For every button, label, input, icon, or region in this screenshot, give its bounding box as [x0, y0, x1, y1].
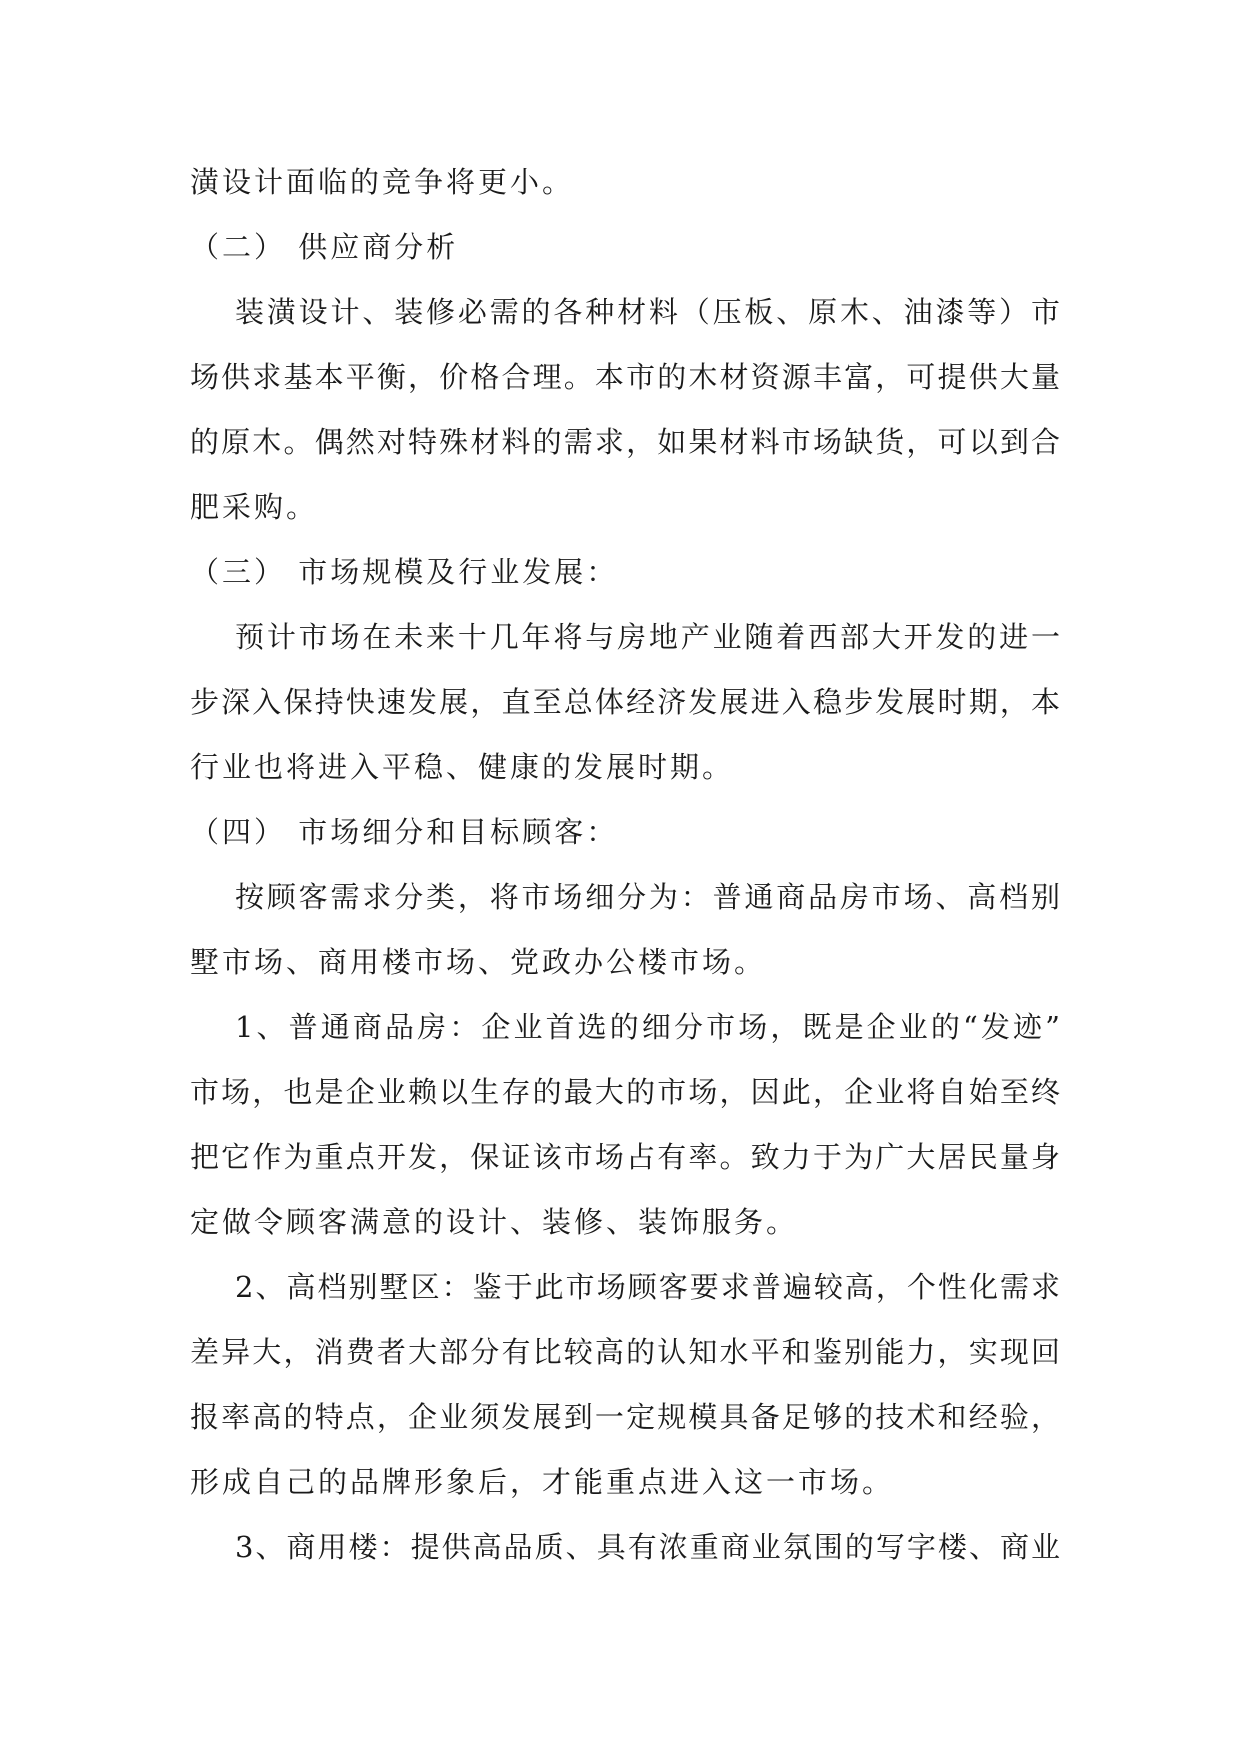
paragraph-line: 定做令顾客满意的设计、装修、装饰服务。	[190, 1205, 799, 1239]
paragraph-line: 墅市场、商用楼市场、党政办公楼市场。	[190, 945, 767, 979]
document-body	[190, 150, 1060, 1580]
section-heading-suppliers: （二） 供应商分析	[190, 230, 459, 264]
paragraph-line: 3、商用楼：提供高品质、具有浓重商业氛围的写字楼、商业	[235, 1530, 1060, 1564]
paragraph-line: 差异大，消费者大部分有比较高的认知水平和鉴别能力，实现回	[190, 1335, 1060, 1369]
paragraph-line: 场供求基本平衡，价格合理。本市的木材资源丰富，可提供大量	[190, 360, 1060, 394]
paragraph-line: 装潢设计、装修必需的各种材料（压板、原木、油漆等）市	[235, 295, 1060, 329]
paragraph-line: 形成自己的品牌形象后，才能重点进入这一市场。	[190, 1465, 895, 1499]
paragraph-line: 步深入保持快速发展，直至总体经济发展进入稳步发展时期，本	[190, 685, 1060, 719]
paragraph-line: 肥采购。	[190, 490, 319, 524]
section-heading-market-scale: （三） 市场规模及行业发展：	[190, 555, 619, 589]
paragraph-line: 潢设计面临的竞争将更小。	[190, 165, 575, 199]
paragraph-line: 把它作为重点开发，保证该市场占有率。致力于为广大居民量身	[190, 1140, 1060, 1174]
section-heading-segmentation: （四） 市场细分和目标顾客：	[190, 815, 619, 849]
paragraph-line: 预计市场在未来十几年将与房地产业随着西部大开发的进一	[235, 620, 1060, 654]
paragraph-line: 按顾客需求分类，将市场细分为：普通商品房市场、高档别	[235, 880, 1060, 914]
paragraph-line: 2、高档别墅区：鉴于此市场顾客要求普遍较高，个性化需求	[235, 1270, 1060, 1304]
paragraph-line: 报率高的特点，企业须发展到一定规模具备足够的技术和经验，	[190, 1400, 1060, 1434]
paragraph-line: 市场，也是企业赖以生存的最大的市场，因此，企业将自始至终	[190, 1075, 1060, 1109]
paragraph-line: 的原木。偶然对特殊材料的需求，如果材料市场缺货，可以到合	[190, 425, 1060, 459]
paragraph-line: 行业也将进入平稳、健康的发展时期。	[190, 750, 735, 784]
paragraph-line: 1、普通商品房：企业首选的细分市场，既是企业的“发迹”	[235, 1010, 1060, 1044]
